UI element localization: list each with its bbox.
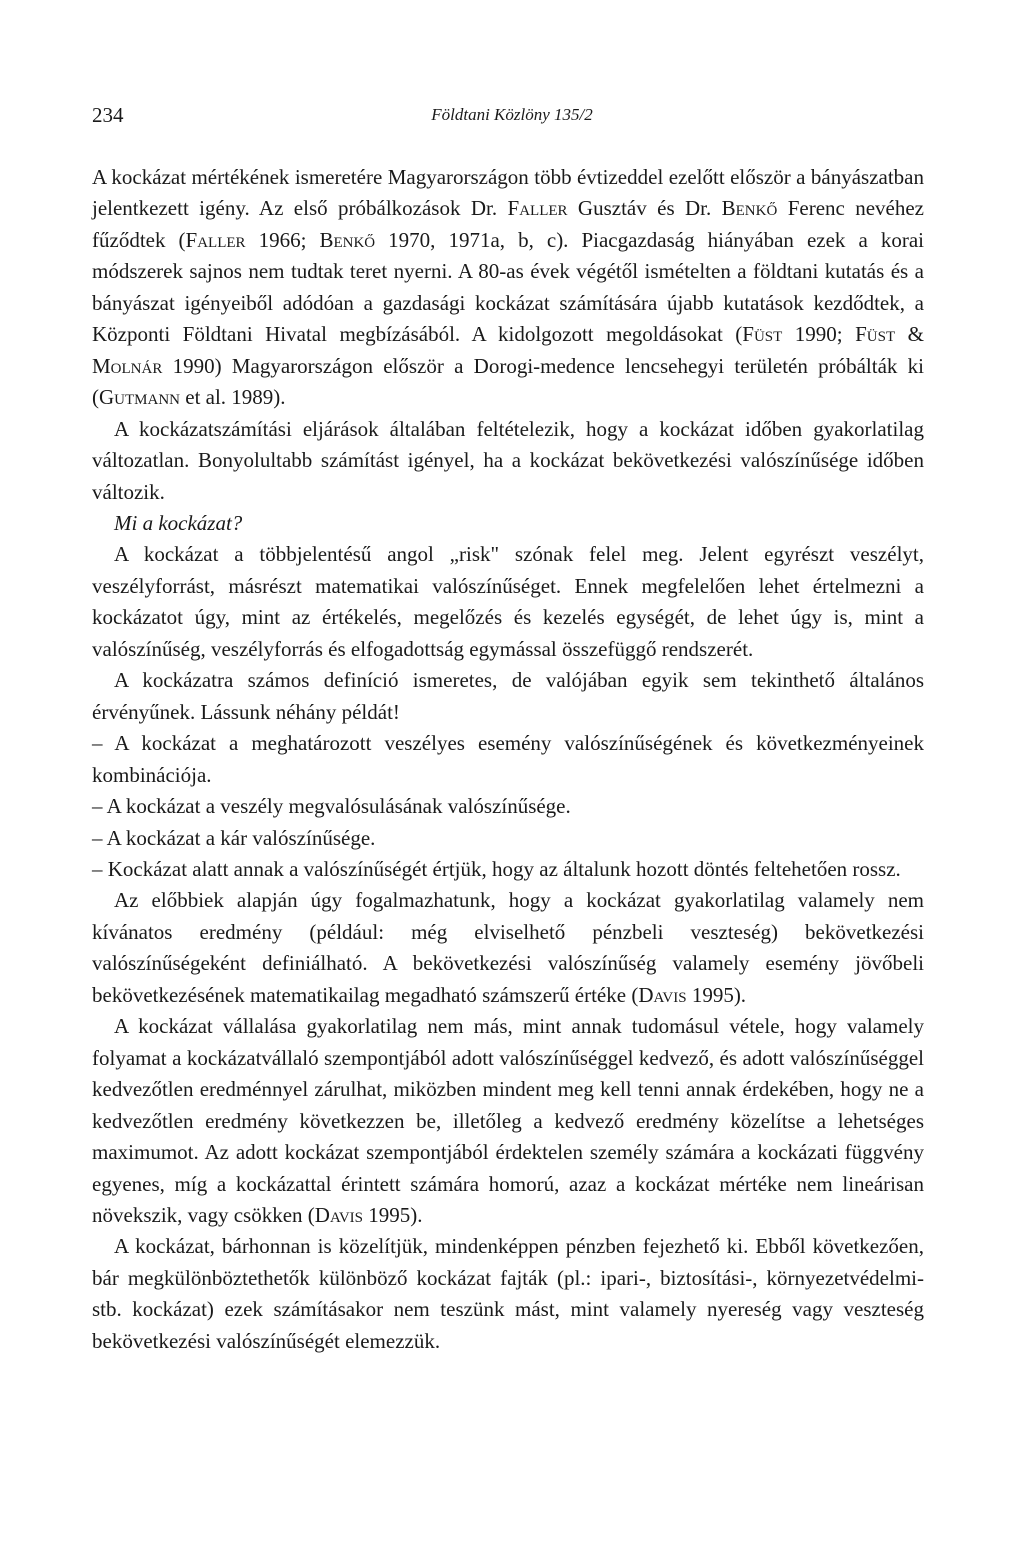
- journal-title: Földtani Közlöny 135/2: [431, 105, 593, 124]
- author-name: Benkő: [721, 196, 778, 221]
- author-name: Molnár: [92, 353, 163, 378]
- list-item: – A kockázat a meghatározott veszélyes esemény valószínűségének és következményeinek kombinációja.: [92, 731, 924, 787]
- paragraph-risk-taking: A kockázat vállalása gyakorlatilag nem más, mint annak tudomásul vétele, hogy valamely folyamat a kockázatvállaló szempontjából adott valószínűséggel kedvező, és adott valószínűséggel kedvezőtlen eredménnyel zárulhat, miközben mindent meg kell tenni annak érdekében, hogy ne a kedvezőtlen eredmény következzen be, illetőleg a kedvező eredmény közelítse a lehetséges maximumot. Az adott kockázat szempontjából érdektelen személy számára a kockázati függvény egyenes, míg a kockázattal érintett számára homorú, azaz a kockázat mértéke nem lineárisan növekszik, vagy csökken (Davis 1995).: [92, 1014, 924, 1227]
- paragraph-summary: Az előbbiek alapján úgy fogalmazhatunk, hogy a kockázat gyakorlatilag valamely nem kívánatos eredmény (például: még elviselhető pénzbeli veszteség) bekövetkezési valószínűségeként definiálható. A bekövetkezési valószínűség valamely esemény jövőbeli bekövetkezésének matematikailag megadható számszerű értéke (Davis 1995).: [92, 888, 924, 1007]
- author-name: Faller: [507, 196, 568, 221]
- author-name: Gutmann: [99, 385, 180, 410]
- paragraph-examples-intro: A kockázatra számos definíció ismeretes, de valójában egyik sem tekinthető általános érvényűnek. Lássunk néhány példát!: [92, 668, 924, 724]
- page-number: 234: [92, 103, 124, 127]
- paragraph-time: A kockázatszámítási eljárások általában feltételezik, hogy a kockázat időben gyakorlatilag változatlan. Bonyolultabb számítást igényel, ha a kockázat bekövetkezési valószínűsége időben változik.: [92, 416, 924, 504]
- author-name: Benkő: [319, 227, 376, 252]
- page-header: [92, 103, 932, 131]
- paragraph-intro: A kockázat mértékének ismeretére Magyarországon több évtizeddel ezelőtt először a bányászatban jelentkezett igény. Az első próbálkozások Dr. Faller Gusztáv és Dr. Benkő Ferenc nevéhez fűződtek (Faller 1966; Benkő 1970, 1971a, b, c). Piacgazdaság hiányában ezek a korai módszerek sajnos nem tudtak teret nyerni. A 80-as évek végétől ismételten a földtani kutatás és a bányászat igényeiből adódóan a gazdasági kockázat számítására újabb kutatások kezdődtek, a Központi Földtani Hivatal megbízásából. A kidolgozott megoldásokat (Füst 1990; Füst & Molnár 1990) Magyarországon először a Dorogi-medence lencsehegyi területén próbálták ki (Gutmann et al. 1989).: [92, 165, 925, 410]
- list-item: – Kockázat alatt annak a valószínűségét értjük, hogy az általunk hozott döntés feltehetően rossz.: [92, 856, 901, 881]
- author-name: Davis: [638, 982, 687, 1007]
- author-name: Füst: [855, 322, 896, 347]
- paragraph-definition: A kockázat a többjelentésű angol „risk" szónak felel meg. Jelent egyrészt veszélyt, veszélyforrást, másrészt matematikai valószínűséget. Ennek megfelelően lehet értelmezni a kockázatot úgy, mint az értékelés, megelőzés és kezelés egységét, de lehet úgy is, mint a valószínűség, veszélyforrás és elfogadottság egymással összefüggő rendszerét.: [92, 542, 924, 661]
- article-body: [92, 162, 924, 1357]
- author-name: Füst: [742, 322, 783, 347]
- section-heading: Mi a kockázat?: [114, 510, 243, 535]
- author-name: Davis: [314, 1202, 364, 1227]
- list-item: – A kockázat a veszély megvalósulásának valószínűsége.: [92, 794, 571, 819]
- author-name: Faller: [185, 227, 246, 252]
- paragraph-money: A kockázat, bárhonnan is közelítjük, mindenképpen pénzben fejezhető ki. Ebből következően, bár megkülönböztethetők különböző kockázat fajták (pl.: ipari-, biztosítási-, környezetvédelmi- stb. kockázat) ezek számításakor nem teszünk mást, mint valamely nyereség vagy veszteség bekövetkezési valószínűségét elemezzük.: [92, 1234, 924, 1353]
- list-item: – A kockázat a kár valószínűsége.: [92, 825, 376, 850]
